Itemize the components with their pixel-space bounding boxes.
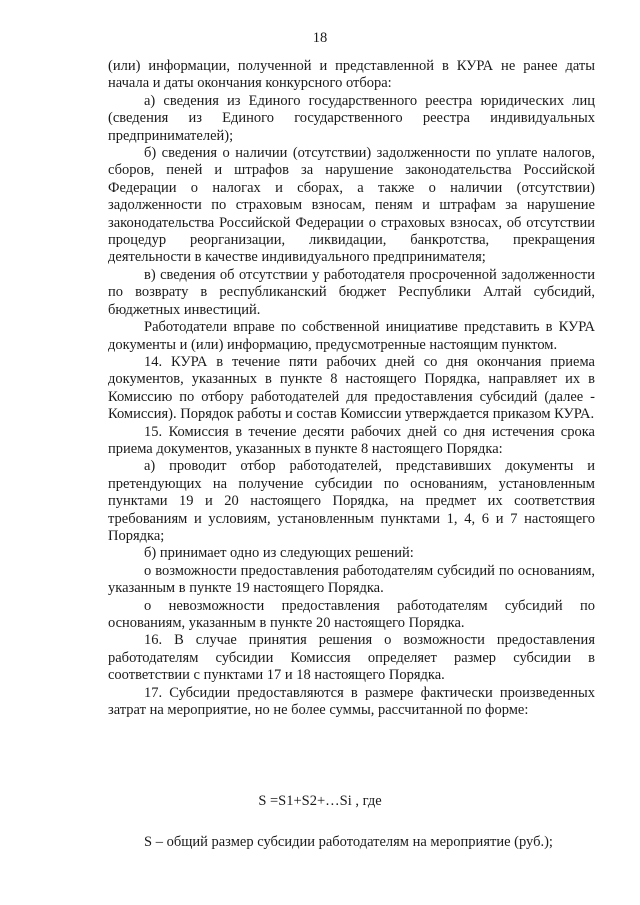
formula: S =S1+S2+…Si , где bbox=[258, 793, 382, 809]
paragraph: 17. Субсидии предоставляются в размере фактически произведенных затрат на мероприятие, но не более суммы, рассчитанной по форме: bbox=[108, 684, 595, 719]
definition: S – общий размер субсидии работодателям на мероприятие (руб.); bbox=[144, 834, 553, 850]
paragraph: (или) информации, полученной и представленной в КУРА не ранее даты начала и даты окончания конкурсного отбора: bbox=[108, 58, 595, 92]
paragraph: б) принимает одно из следующих решений: bbox=[144, 545, 414, 562]
paragraph: о возможности предоставления работодателям субсидий по основаниям, указанным в пункте 19 настоящего Порядка. bbox=[108, 562, 595, 597]
paragraph: о невозможности предоставления работодателям субсидий по основаниям, указанным в пункте 20 настоящего Порядка. bbox=[108, 597, 595, 631]
paragraph: 14. КУРА в течение пяти рабочих дней со дня окончания приема документов, указанных в пункте 8 настоящего Порядка, направляет их в Комиссию по отбору работодателей для предоставления субсидий (далее - Комиссия). Порядок работы и состав Комиссии утверждается приказом КУРА. bbox=[108, 353, 595, 423]
paragraph: а) проводит отбор работодателей, представивших документы и претендующих на получение субсидии по основаниям, установленным пунктами 19 и 20 настоящего Порядка, на предмет их соответствия требованиям и условиям, установленным пунктами 1, 4, 6 и 7 настоящего Порядка; bbox=[108, 458, 595, 544]
paragraph: в) сведения об отсутствии у работодателя просроченной задолженности по возврату в республиканский бюджет Республики Алтай субсидий, бюджетных инвестиций. bbox=[108, 266, 595, 318]
paragraph: б) сведения о наличии (отсутствии) задолженности по уплате налогов, сборов, пеней и штрафов за нарушение законодательства Российской Федерации о налогах и сборах, а также о наличии (отсутствии) задолженности по страховым взносам, пеням и штрафам за нарушение законодательства Российской Федерации о страховых взносах, об отсутствии процедур реорганизации, ликвидации, банкротства, прекращения деятельности в качестве индивидуального предпринимателя; bbox=[108, 145, 595, 266]
document-body bbox=[108, 58, 595, 719]
paragraph: а) сведения из Единого государственного реестра юридических лиц (сведения из Единого государственного реестра индивидуальных предпринимателей); bbox=[108, 92, 595, 144]
paragraph: 15. Комиссия в течение десяти рабочих дней со дня истечения срока приема документов, указанных в пункте 8 настоящего Порядка: bbox=[108, 423, 595, 457]
paragraph: Работодатели вправе по собственной инициативе представить в КУРА документы и (или) информацию, предусмотренные настоящим пунктом. bbox=[108, 319, 595, 353]
paragraph: 16. В случае принятия решения о возможности предоставления работодателям субсидии Комиссия определяет размер субсидии в соответствии с пунктами 17 и 18 настоящего Порядка. bbox=[108, 632, 595, 684]
page-number: 18 bbox=[312, 30, 328, 46]
